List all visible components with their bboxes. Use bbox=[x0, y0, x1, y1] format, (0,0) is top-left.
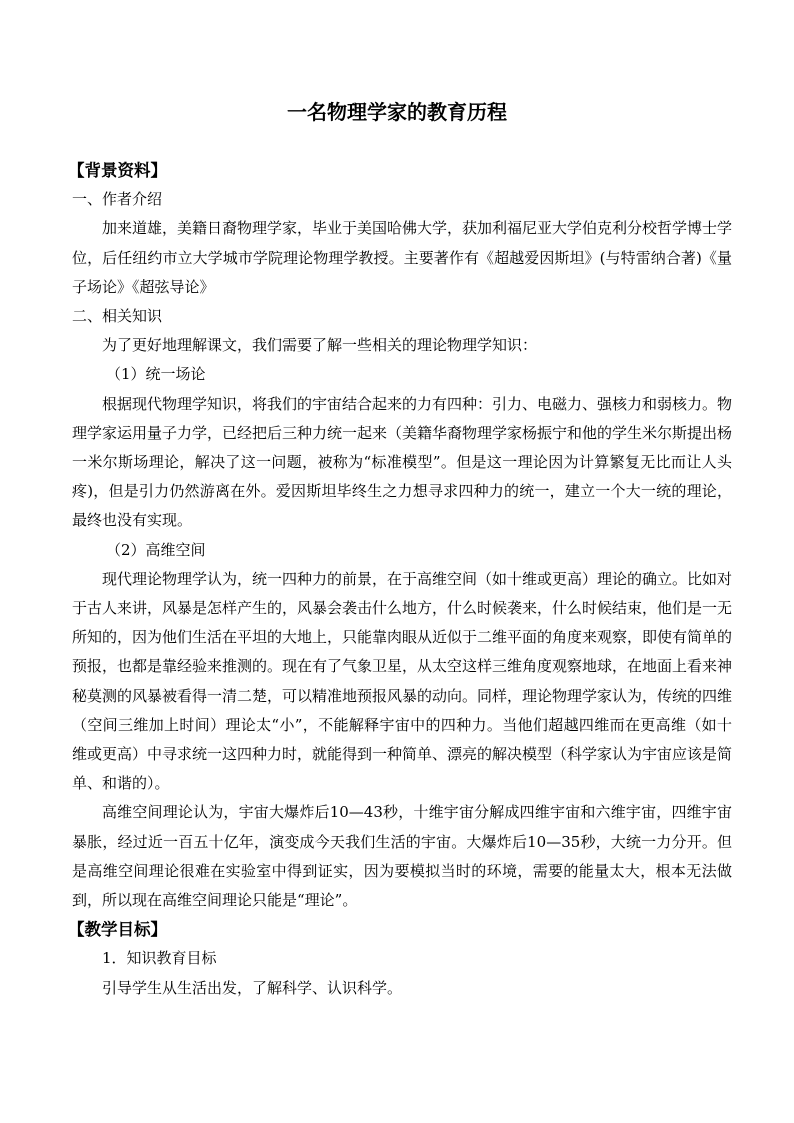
paragraph-unified-field: 根据现代物理学知识，将我们的宇宙结合起来的力有四种：引力、电磁力、强核力和弱核力。物理学家运用量子力学，已经把后三种力统一起来（美籍华裔物理学家杨振宁和他的学生米尔斯提出杨一米尔斯场理论，解决了这一问题，被称为“标准模型”。但是这一理论因为计算繁复无比而让人头疼)，但是引力仍然游离在外。爱因斯坦毕终生之力想寻求四种力的统一，建立一个大一统的理论，最终也没有实现。 bbox=[72, 394, 733, 530]
item-heading-higher-dimensions: （2）高维空间 bbox=[106, 540, 206, 559]
item-heading-unified-field: （1）统一场论 bbox=[106, 365, 206, 384]
document-title: 一名物理学家的教育历程 bbox=[287, 100, 507, 124]
section-heading-background: 【背景资料】 bbox=[68, 161, 167, 180]
item-heading-knowledge-goal: 1．知识教育目标 bbox=[102, 949, 217, 968]
section-heading-teaching-goals: 【教学目标】 bbox=[68, 920, 167, 940]
paragraph-knowledge-goal: 引导学生从生活出发，了解科学、认识科学。 bbox=[102, 978, 403, 997]
paragraph-higher-dimensions-1: 现代理论物理学认为，统一四种力的前景，在于高维空间（如十维或更高）理论的确立。比如对于古人来讲，风暴是怎样产生的，风暴会袭击什么地方，什么时候袭来，什么时候结束，他们是一无所知的，因为他们生活在平坦的大地上，只能靠肉眼从近似于二维平面的角度来观察，即使有简单的预报，也都是靠经验来推测的。现在有了气象卫星，从太空这样三维角度观察地球，在地面上看来神秘莫测的风暴被看得一清二楚，可以精准地预报风暴的动向。同样，理论物理学家认为，传统的四维（空间三维加上时间）理论太“小”，不能解释宇宙中的四种力。当他们超越四维而在更高维（如十维或更高）中寻求统一这四种力时，就能得到一种简单、漂亮的解决模型（科学家认为宇宙应该是简单、和谐的）。 bbox=[72, 569, 733, 793]
paragraph-author-intro: 加来道雄，美籍日裔物理学家，毕业于美国哈佛大学，获加利福尼亚大学伯克利分校哲学博士学位，后任纽约市立大学城市学院理论物理学教授。主要著作有《超越爱因斯坦》(与特雷纳合著)《量子场论》《超弦导论》 bbox=[72, 219, 733, 296]
document-body bbox=[68, 156, 733, 1003]
paragraph-knowledge-intro: 为了更好地理解课文，我们需要了解一些相关的理论物理学知识： bbox=[102, 336, 538, 355]
paragraph-higher-dimensions-2: 高维空间理论认为，宇宙大爆炸后10—43秒，十维宇宙分解成四维宇宙和六维宇宙，四维宇宙暴胀，经过近一百五十亿年，演变成今天我们生活的宇宙。大爆炸后10—35秒，大统一力分开。但是高维空间理论很难在实验室中得到证实，因为要模拟当时的环境，需要的能量太大，根本无法做到，所以现在高维空间理论只能是“理论”。 bbox=[72, 803, 732, 910]
subsection-heading-knowledge: 二、相关知识 bbox=[72, 307, 163, 326]
subsection-heading-author: 一、作者介绍 bbox=[72, 190, 163, 209]
